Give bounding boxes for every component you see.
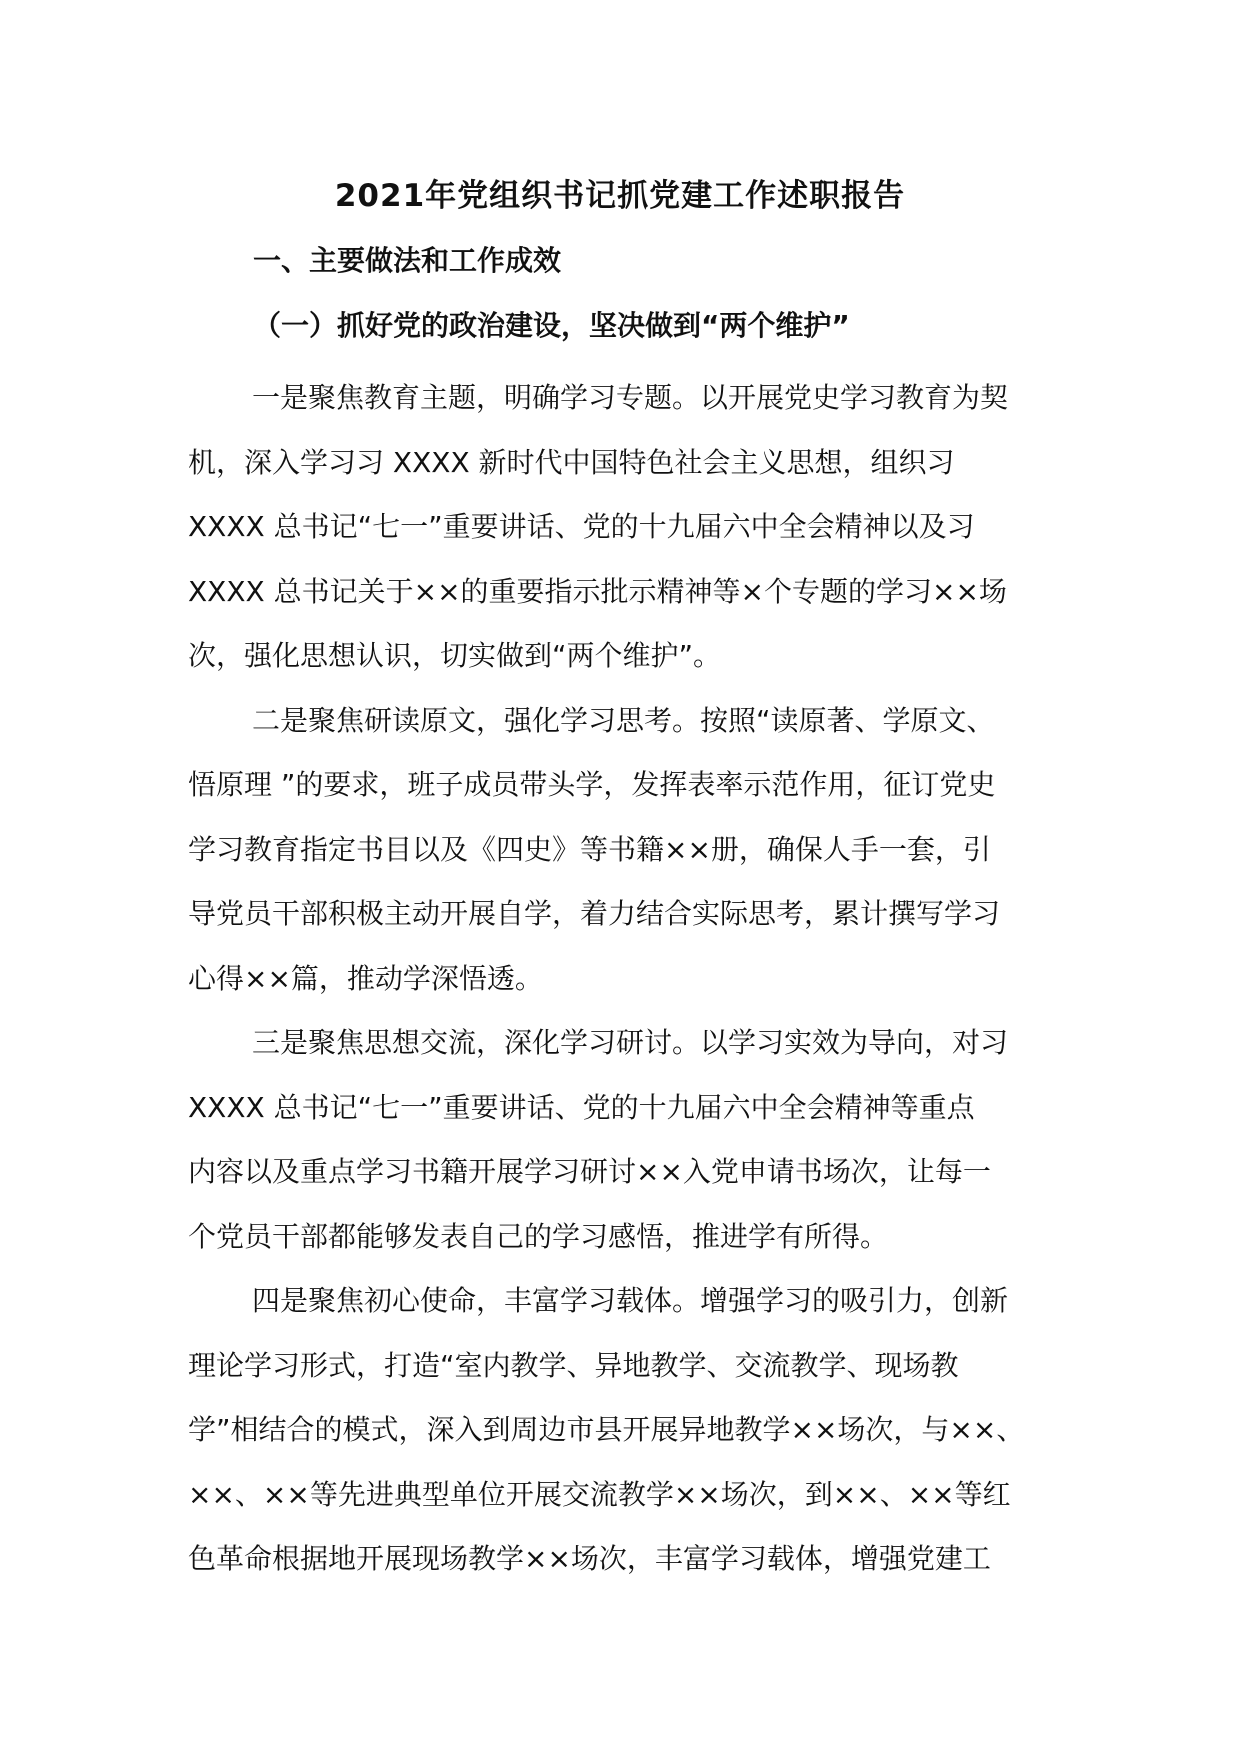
paragraph-line: XXXX 总书记关于××的重要指示批示精神等×个专题的学习××场 [188, 574, 1007, 608]
paragraph-line: 机，深入学习习 XXXX 新时代中国特色社会主义思想，组织习 [188, 445, 955, 479]
paragraph-line: 次，强化思想认识，切实做到“两个维护”。 [188, 639, 722, 672]
paragraph-line: 一是聚焦教育主题，明确学习专题。以开展党史学习教育为契 [252, 381, 1009, 414]
paragraph [188, 1011, 1060, 1269]
paragraph [188, 689, 1060, 1012]
subsection-heading: （一）抓好党的政治建设，坚决做到“两个维护” [253, 309, 850, 342]
paragraph-line: XXXX 总书记“七一”重要讲话、党的十九届六中全会精神等重点 [188, 1090, 975, 1124]
paragraph-line: 三是聚焦思想交流，深化学习研讨。以学习实效为导向，对习 [252, 1026, 1009, 1059]
paragraph-line: 心得××篇，推动学深悟透。 [188, 961, 543, 995]
document-body [188, 366, 1060, 1592]
paragraph [188, 366, 1060, 689]
paragraph-line: 四是聚焦初心使命，丰富学习载体。增强学习的吸引力，创新 [252, 1284, 1009, 1317]
paragraph-line: 理论学习形式，打造“室内教学、异地教学、交流教学、现场教 [188, 1348, 959, 1382]
paragraph-line: 学习教育指定书目以及《四史》等书籍××册，确保人手一套，引 [188, 832, 991, 866]
document-title: 2021年党组织书记抓党建工作述职报告 [334, 178, 906, 214]
paragraph-line: 内容以及重点学习书籍开展学习研讨××入党申请书场次，让每一 [188, 1155, 991, 1188]
paragraph-line: 二是聚焦研读原文，强化学习思考。按照“读原著、学原文、 [252, 703, 995, 737]
paragraph [188, 1269, 1060, 1592]
section-heading: 一、主要做法和工作成效 [253, 244, 562, 277]
paragraph-line: ××、××等先进典型单位开展交流教学××场次，到××、××等红 [188, 1477, 1011, 1511]
paragraph-line: 个党员干部都能够发表自己的学习感悟，推进学有所得。 [188, 1219, 889, 1253]
paragraph-line: 悟原理 ”的要求，班子成员带头学，发挥表率示范作用，征订党史 [188, 768, 996, 801]
paragraph-line: 色革命根据地开展现场教学××场次，丰富学习载体，增强党建工 [188, 1542, 991, 1575]
paragraph-line: XXXX 总书记“七一”重要讲话、党的十九届六中全会精神以及习 [188, 510, 975, 543]
paragraph-line: 学”相结合的模式，深入到周边市县开展异地教学××场次，与××、 [188, 1413, 1025, 1446]
paragraph-line: 导党员干部积极主动开展自学，着力结合实际思考，累计撰写学习 [188, 897, 1001, 930]
